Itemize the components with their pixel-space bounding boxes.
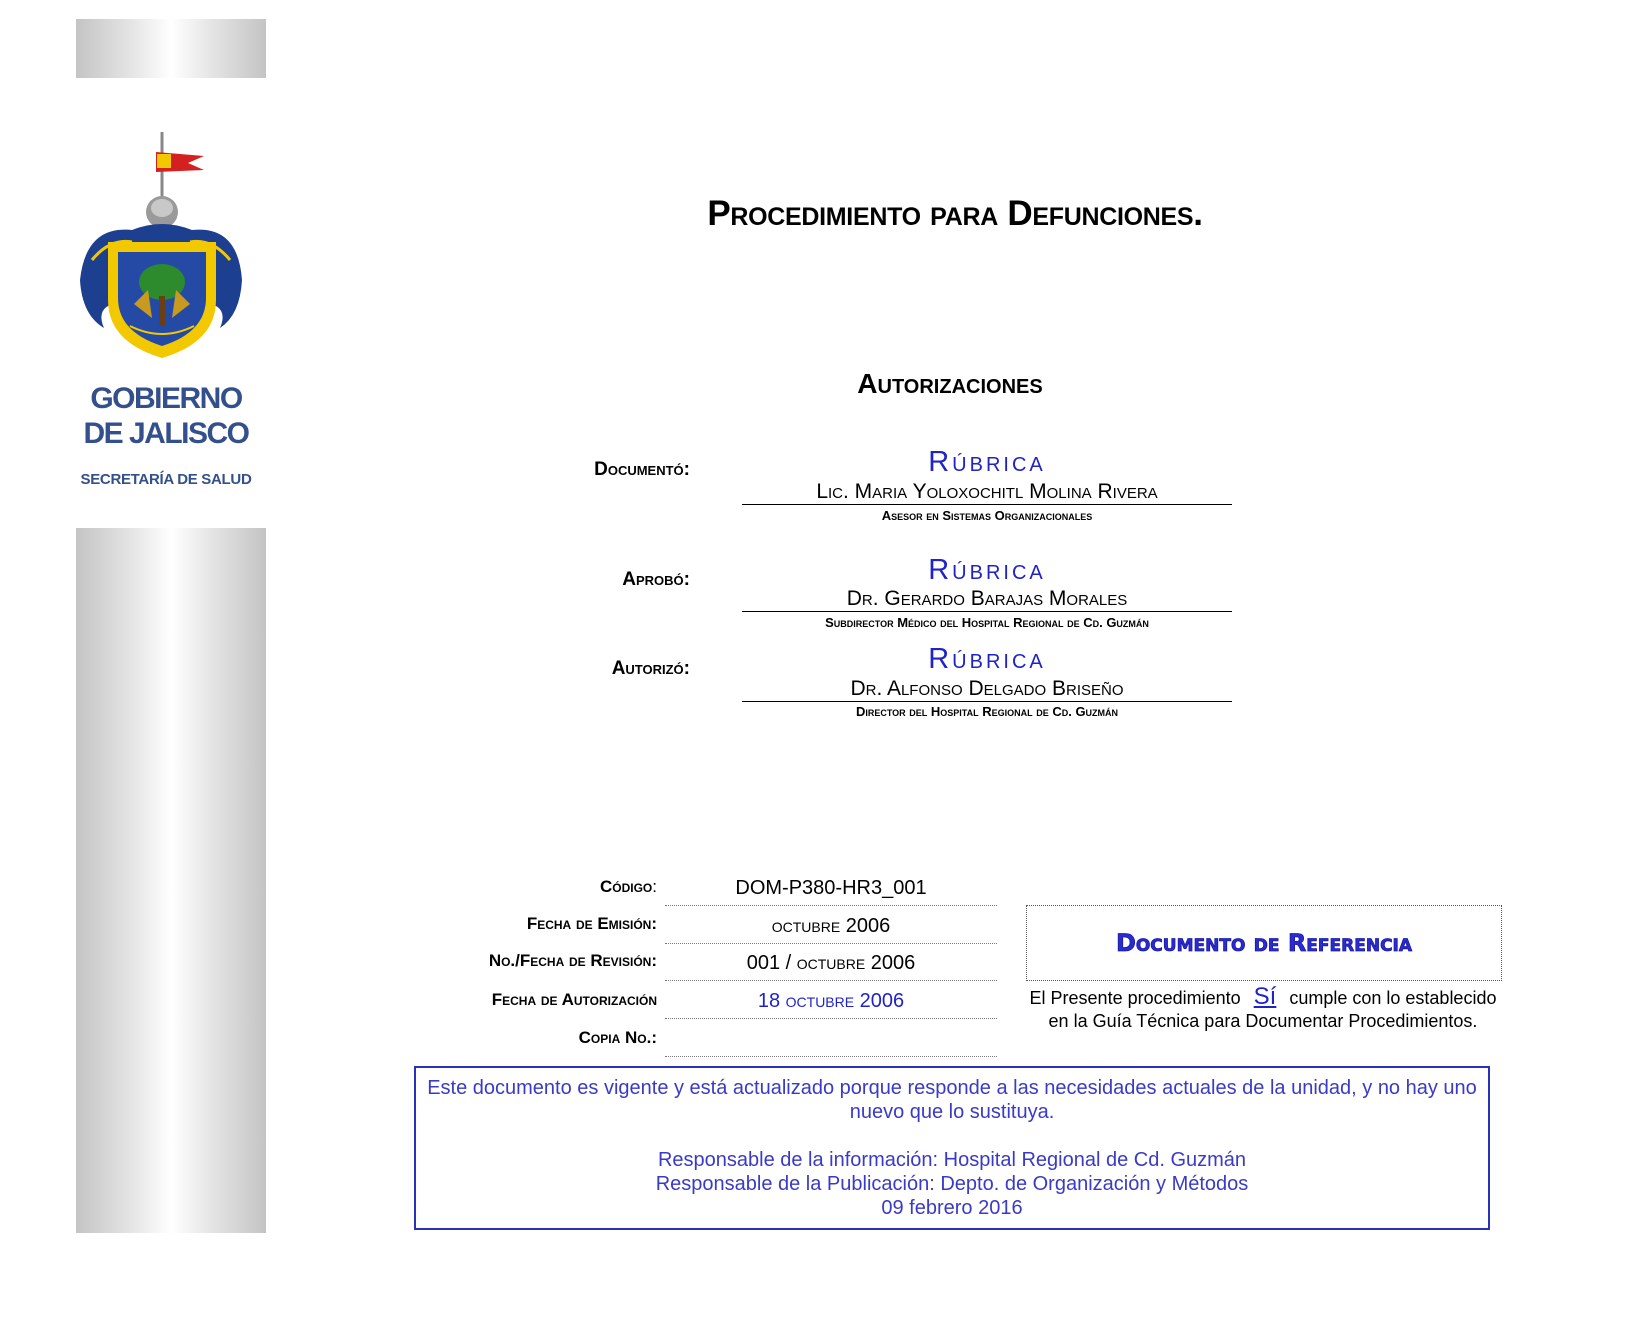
page-title: Procedimiento para Defunciones.: [707, 194, 1203, 233]
rubrica-aprobo: Rúbrica: [928, 554, 1046, 586]
aprobo-name: Dr. Gerardo Barajas Morales: [742, 587, 1232, 612]
aprobo-label: Aprobó:: [622, 569, 690, 590]
reference-note-after: cumple con lo establecido en la Guía Técnica para Documentar Procedimientos.: [1048, 988, 1497, 1031]
fecha-emision-value: octubre 2006: [665, 909, 997, 944]
autorizo-label: Autorizó:: [611, 658, 690, 679]
documento-label: Documentó:: [594, 459, 690, 480]
sidebar-gradient-bar-top: [76, 19, 266, 78]
documento-name: Lic. Maria Yoloxochitl Molina Rivera: [742, 480, 1232, 505]
fecha-emision-label: Fecha de Emisión:: [526, 914, 657, 933]
fecha-autorizacion-value: 18 octubre 2006: [665, 984, 997, 1019]
reference-note: [1020, 985, 1506, 1033]
sidebar-gradient-bar-main: [76, 528, 266, 1233]
reference-note-before: El Presente procedimiento: [1029, 988, 1246, 1008]
rubrica-documento: Rúbrica: [928, 446, 1046, 478]
codigo-value: DOM-P380-HR3_001: [665, 871, 997, 906]
aprobo-role: Subdirector Médico del Hospital Regional de Cd. Guzmán: [825, 615, 1149, 630]
gov-name-line1: GOBIERNO: [90, 382, 242, 415]
validity-statement: Este documento es vigente y está actualizado porque responde a las necesidades actuales de la unidad, y no hay uno nuevo que lo sustituya.: [427, 1077, 1477, 1123]
validity-info-box: [414, 1066, 1490, 1230]
autorizo-name: Dr. Alfonso Delgado Briseño: [742, 677, 1232, 702]
revision-value: 001 / octubre 2006: [665, 946, 997, 981]
fecha-autorizacion-label: Fecha de Autorización: [491, 990, 657, 1009]
publication-date: 09 febrero 2016: [881, 1197, 1023, 1219]
jalisco-coat-of-arms-icon: [70, 130, 250, 375]
rubrica-autorizo: Rúbrica: [928, 643, 1046, 675]
secretaria-label: SECRETARÍA DE SALUD: [80, 471, 252, 488]
reference-si-value: Sí: [1253, 983, 1277, 1010]
authorizations-heading: Autorizaciones: [857, 368, 1043, 399]
publication-responsible: Responsable de la Publicación: Depto. de Organización y Métodos: [655, 1173, 1249, 1195]
gov-name-line2: DE JALISCO: [83, 417, 249, 450]
codigo-label: Código:: [599, 877, 657, 896]
reference-document-box: [1026, 905, 1502, 981]
autorizo-role: Director del Hospital Regional de Cd. Guzmán: [855, 704, 1119, 719]
info-responsible: Responsable de la información: Hospital Regional de Cd. Guzmán: [657, 1149, 1247, 1171]
copia-label: Copia No.:: [578, 1028, 657, 1047]
copia-value: [665, 1022, 997, 1057]
reference-document-title: Documento de Referencia: [1115, 929, 1413, 957]
documento-role: Asesor en Sistemas Organizacionales: [881, 508, 1093, 523]
revision-label: No./Fecha de Revisión:: [488, 951, 657, 970]
